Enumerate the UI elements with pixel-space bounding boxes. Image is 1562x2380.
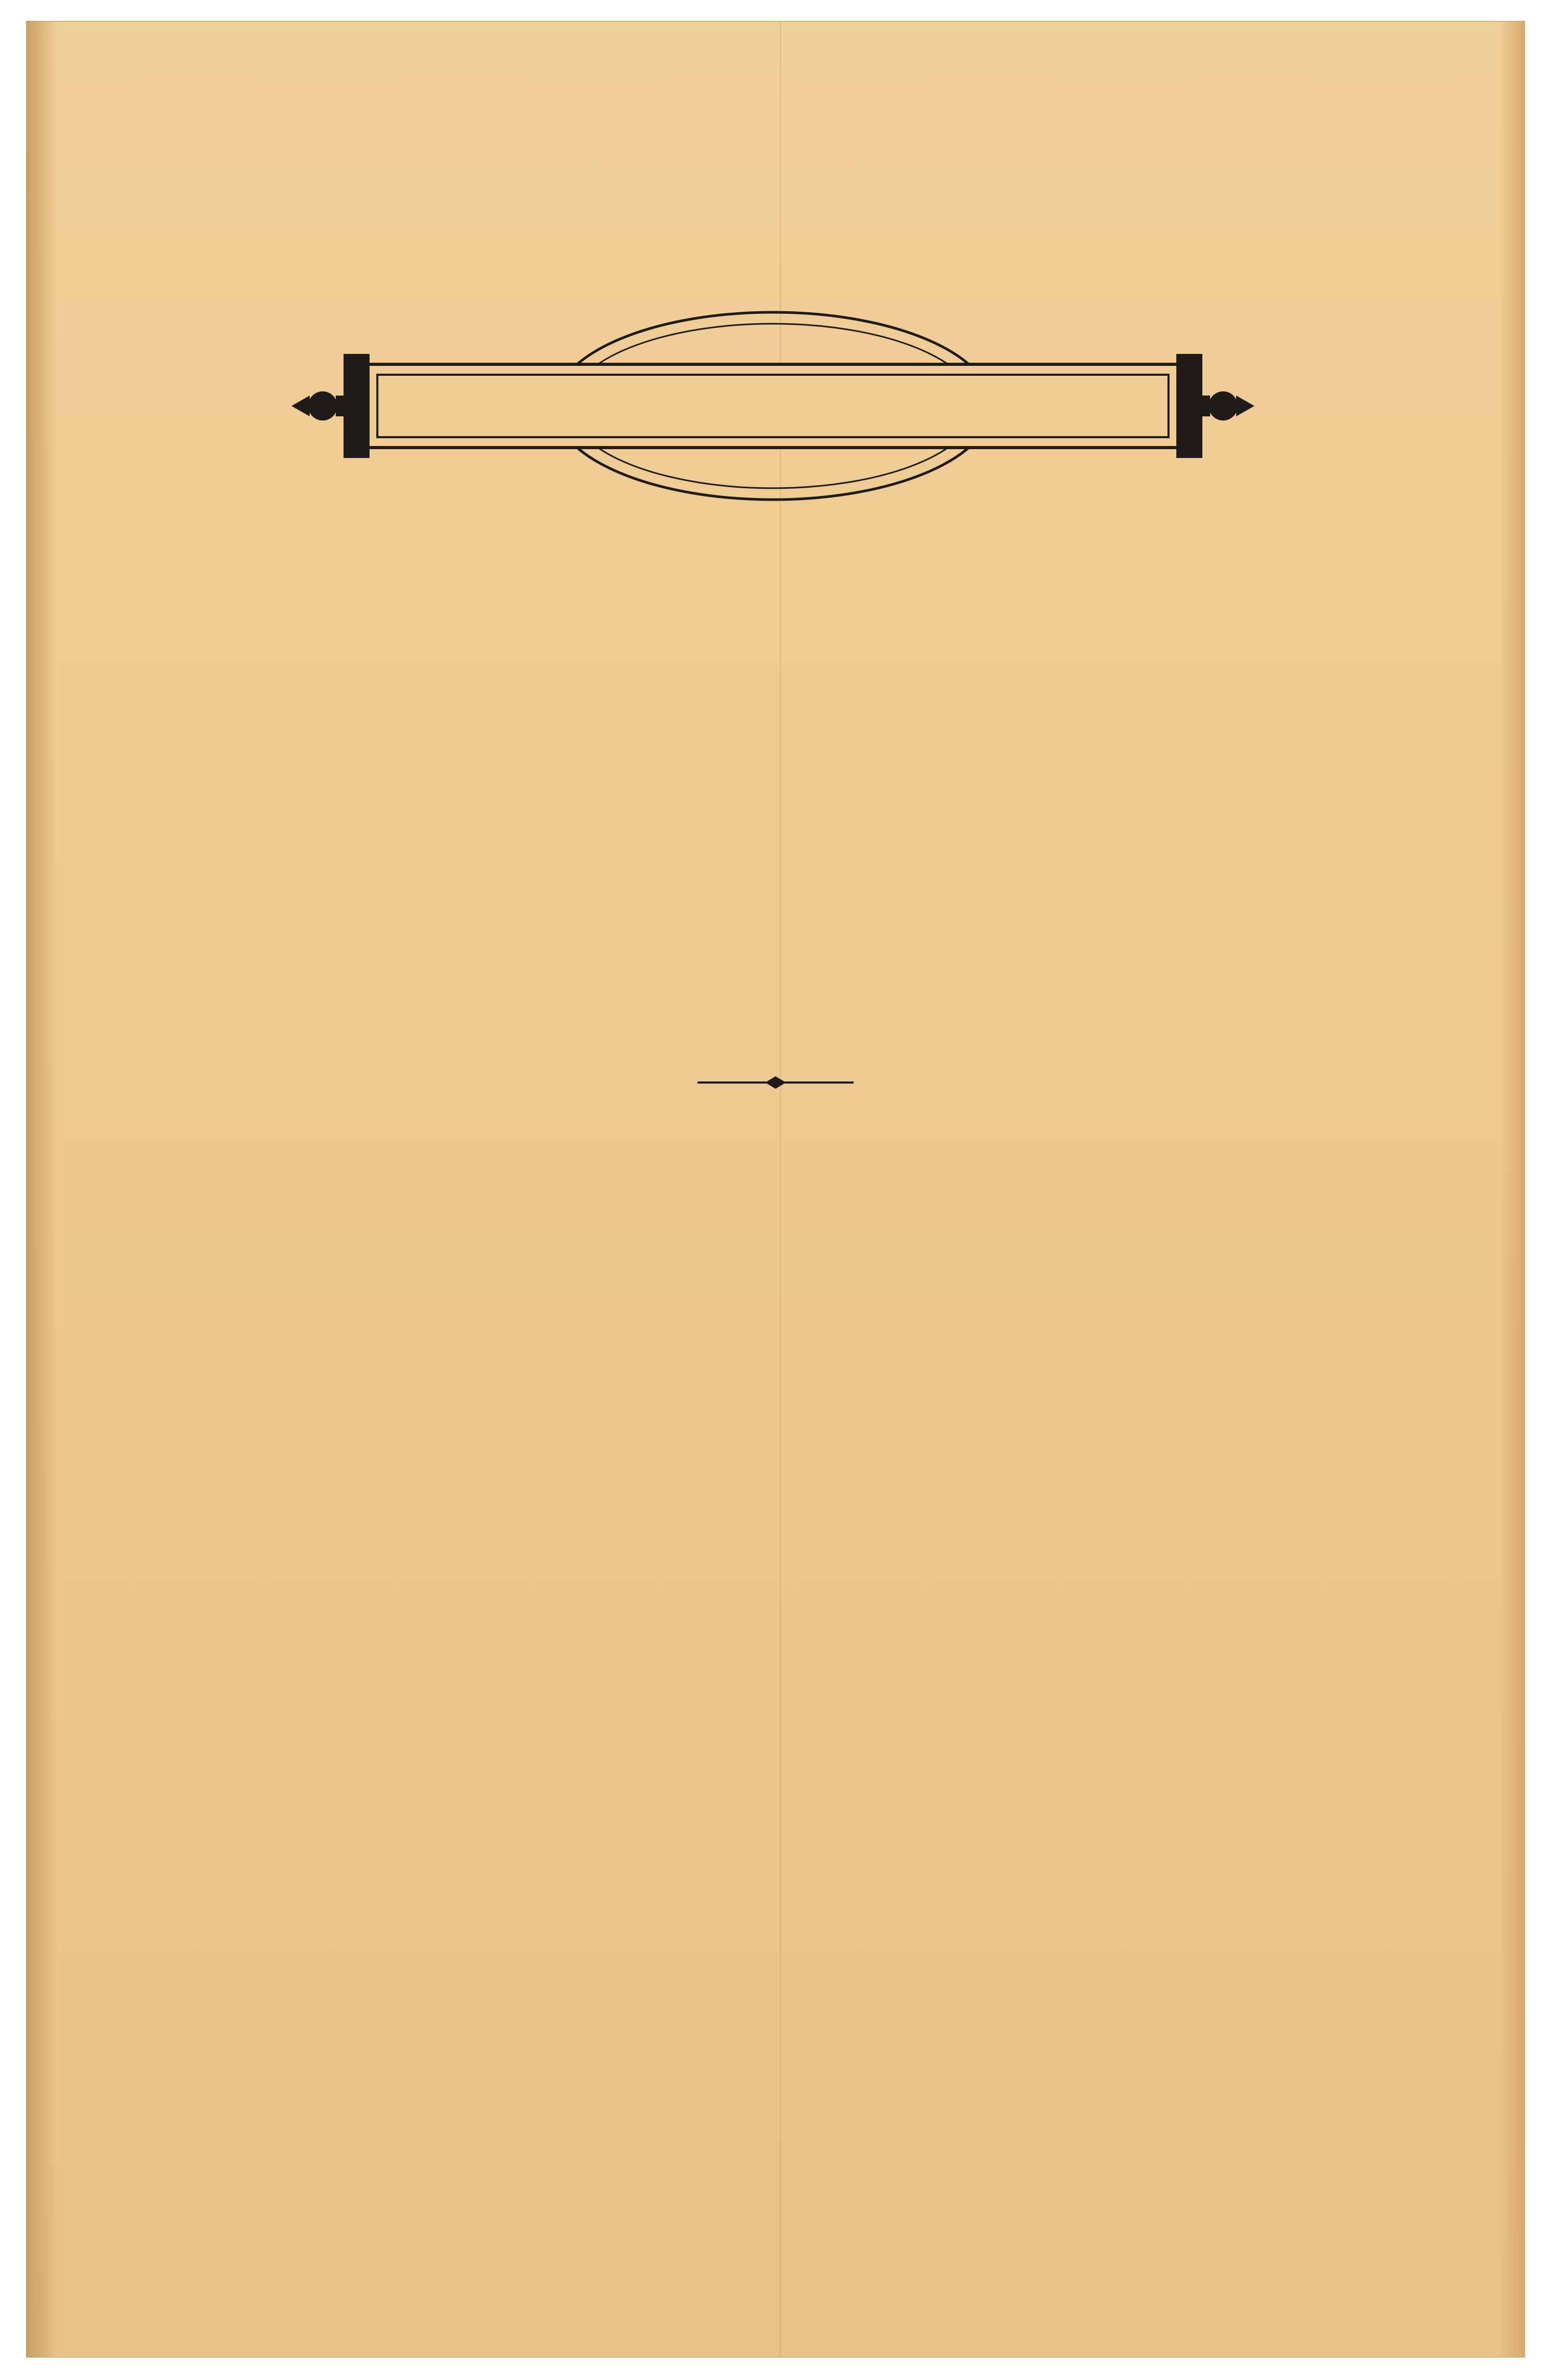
decorative-headpiece-ornament [286, 297, 1260, 515]
page-edge-shadow [1499, 21, 1525, 2358]
page-gutter-shadow [26, 21, 57, 2358]
book-page [26, 21, 1525, 2358]
title-divider-rule [697, 1072, 854, 1093]
